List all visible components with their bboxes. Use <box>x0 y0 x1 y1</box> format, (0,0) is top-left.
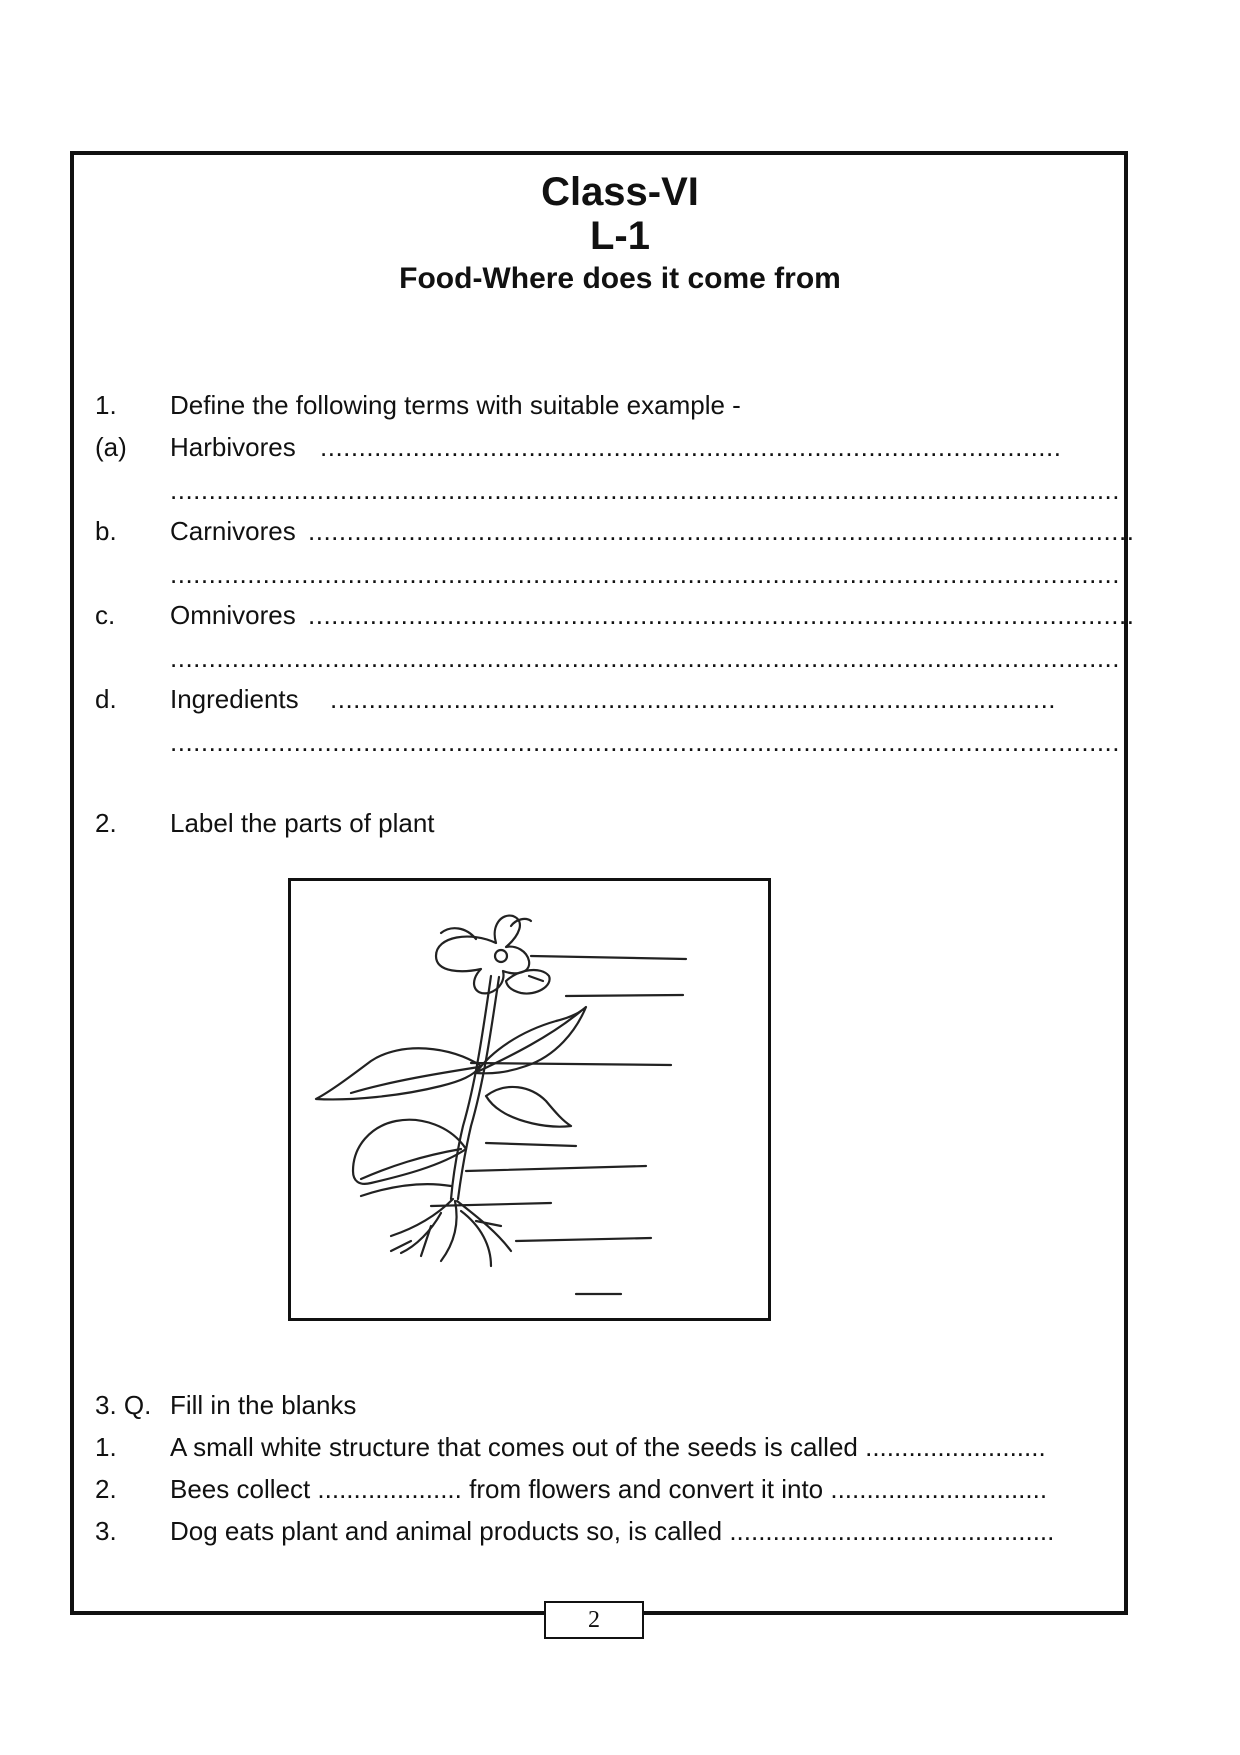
q1d-answer-line-1[interactable]: .............................................................................................. <box>330 684 1057 714</box>
q1-prompt: Define the following terms with suitable example - <box>170 390 741 420</box>
q1d-label: d. <box>95 684 117 714</box>
q1d-answer-line-2[interactable]: ........................................................................................................................... <box>170 727 1121 757</box>
q2-number: 2. <box>95 808 117 838</box>
q1c-answer-line-2[interactable]: ........................................................................................................................... <box>170 643 1121 673</box>
q1b-term: Carnivores <box>170 516 296 546</box>
q3-prompt: Fill in the blanks <box>170 1390 357 1420</box>
label-line-bud <box>566 995 683 996</box>
q1-number: 1. <box>95 390 117 420</box>
lesson-label: L-1 <box>590 214 650 258</box>
q1c-label: c. <box>95 600 116 630</box>
q1c-term: Omnivores <box>170 600 296 630</box>
q1c-answer-line-1[interactable]: ........................................................................................................... <box>308 600 1135 630</box>
label-line-root <box>516 1238 651 1241</box>
plant-drawing-icon <box>291 881 768 1318</box>
q3-2-label: 2. <box>95 1474 117 1504</box>
q1a-answer-line-2[interactable]: ........................................................................................................................... <box>170 475 1121 505</box>
label-line-flower <box>531 956 686 959</box>
page-number: 2 <box>544 1601 644 1639</box>
q1b-label: b. <box>95 516 117 546</box>
q3-3-text: Dog eats plant and animal products so, is called ............................................. <box>170 1516 1055 1546</box>
q1b-answer-line-2[interactable]: ........................................................................................................................... <box>170 559 1121 589</box>
q3-1-text: A small white structure that comes out of the seeds is called ......................... <box>170 1432 1046 1462</box>
q1d-term: Ingredients <box>170 684 299 714</box>
q1a-term: Harbivores <box>170 432 296 462</box>
class-label: Class-VI <box>541 170 699 214</box>
q1a-label: (a) <box>95 432 127 462</box>
q3-3-label: 3. <box>95 1516 117 1546</box>
label-line-leaf <box>471 1063 671 1065</box>
stem <box>451 976 491 1199</box>
label-line-leaf-2 <box>486 1143 576 1146</box>
chapter-title: Food-Where does it come from <box>399 262 841 295</box>
label-line-stem <box>466 1166 646 1171</box>
plant-figure <box>288 878 771 1321</box>
roots-icon <box>391 1199 453 1236</box>
leaf-small-icon <box>486 1087 571 1127</box>
q1b-answer-line-1[interactable]: ........................................................................................................... <box>308 516 1135 546</box>
flower-icon <box>436 916 529 994</box>
q3-number: 3. Q. <box>95 1390 152 1420</box>
q3-2-text: Bees collect .................... from flowers and convert it into .............................. <box>170 1474 1048 1504</box>
q2-prompt: Label the parts of plant <box>170 808 435 838</box>
q3-1-label: 1. <box>95 1432 117 1462</box>
q1a-answer-line-1[interactable]: ................................................................................................ <box>320 432 1062 462</box>
leaf-left-icon <box>316 1048 481 1099</box>
